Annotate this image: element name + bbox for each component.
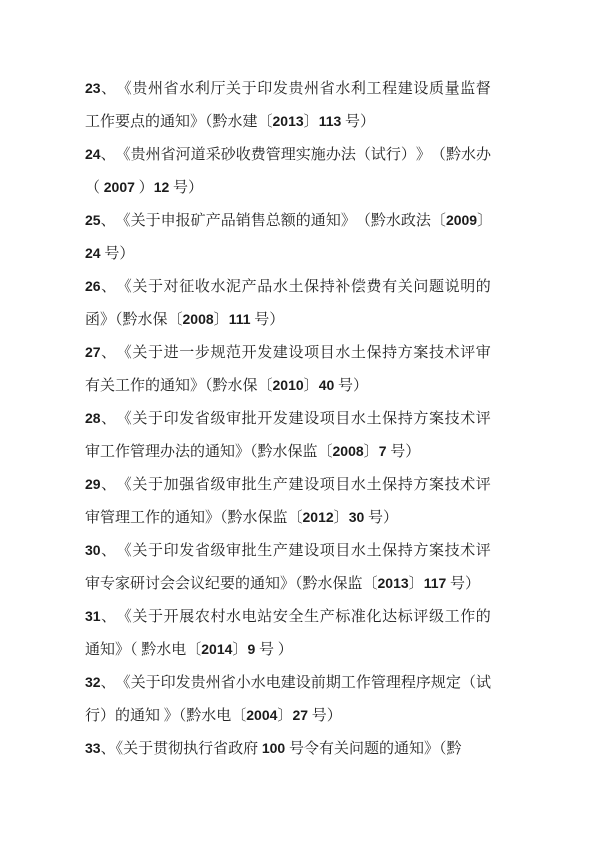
list-item-line: 审工作管理办法的通知》（黔水保监〔2008〕7 号） [85, 443, 421, 460]
list-item [85, 468, 491, 534]
list-item-line: 28 、 《 关 于 印 发 省 级 审 批 开 发 建 设 项 目 水 土 保 持 方 案 技 术 评 [85, 410, 491, 427]
list-item-line: 27 、 《 关 于 进 一 步 规 范 开 发 建 设 项 目 水 土 保 持 方 案 技 术 评 审 [85, 344, 491, 361]
list-item-line: 29 、 《 关 于 加 强 省 级 审 批 生 产 建 设 项 目 水 土 保 持 方 案 技 术 评 [85, 476, 491, 493]
list-item-line: 审管理工作的通知》（黔水保监〔2012〕30 号） [85, 509, 399, 526]
list-item-line: 通知》（ 黔水电〔2014〕9 号 ） [85, 641, 293, 658]
list-item-line: （ 2007 ）12 号） [85, 179, 204, 196]
list-item-line: 审专家研讨会会议纪要的通知》（黔水保监〔2013〕117 号） [85, 575, 481, 592]
list-item-line: 33、《关于贯彻执行省政府 100 号令有关问题的通知》（黔 [85, 740, 462, 757]
list-item [85, 402, 491, 468]
list-item-line: 30 、 《 关 于 印 发 省 级 审 批 生 产 建 设 项 目 水 土 保 持 方 案 技 术 评 [85, 542, 491, 559]
list-item-line: 23 、 《 贵 州 省 水 利 厅 关 于 印 发 贵 州 省 水 利 工 程 建 设 质 量 监 督 [85, 80, 491, 97]
list-item [85, 732, 491, 765]
list-item-line: 26 、 《 关 于 对 征 收 水 泥 产 品 水 土 保 持 补 偿 费 有 关 问 题 说 明 的 [85, 278, 491, 295]
list-item-line: 24 、 《 贵 州 省 河 道 采 砂 收 费 管 理 实 施 办 法 （ 试 行 ） 》 （ 黔 水 办 [85, 146, 491, 163]
list-item [85, 666, 491, 732]
list-item [85, 270, 491, 336]
list-item-line: 有关工作的通知》（黔水保〔2010〕40 号） [85, 377, 369, 394]
list-item-line: 25 、 《 关 于 申 报 矿 产 品 销 售 总 额 的 通 知 》 （ 黔 水 政 法 〔 2009 〕 [85, 212, 493, 229]
document-body [85, 72, 491, 765]
list-item-line: 函》（黔水保〔2008〕111 号） [85, 311, 285, 328]
list-item-line: 24 号） [85, 245, 135, 262]
list-item [85, 138, 491, 204]
list-item [85, 600, 491, 666]
list-item-line: 31 、 《 关 于 开 展 农 村 水 电 站 安 全 生 产 标 准 化 达 标 评 级 工 作 的 [85, 608, 491, 625]
list-item-line: 行）的通知 》（黔水电〔2004〕27 号） [85, 707, 342, 724]
list-item [85, 204, 491, 270]
list-item [85, 72, 491, 138]
list-item-line: 32 、 《 关 于 印 发 贵 州 省 小 水 电 建 设 前 期 工 作 管 理 程 序 规 定 （ 试 [85, 674, 491, 691]
list-item [85, 336, 491, 402]
list-item-line: 工作要点的通知》（黔水建〔2013〕113 号） [85, 113, 376, 130]
list-item [85, 534, 491, 600]
